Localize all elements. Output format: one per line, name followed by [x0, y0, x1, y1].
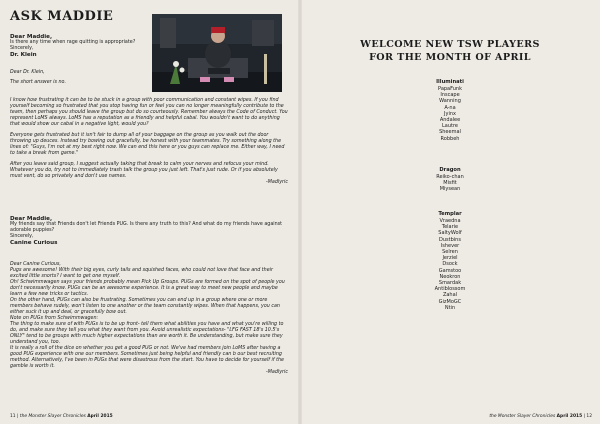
member-name: Inscape — [440, 92, 460, 99]
reply-paragraph: The thing to make sure of with PUGs is to be up front- tell them what abilities you have and what you're willing to do, and make sure they tell you what they want from you. Avoid unrealistic expectations- "LFG FAST 18's 10.5's ONLY" tend to be groups with much higher expectations than are worth it. Be understanding, but make sure they understand you, too. — [10, 322, 284, 345]
reply-1-intro — [10, 70, 152, 86]
reply-paragraph: Pugs are awesome! With their big eyes, curly tails and squished faces, who could not love that face and their excited little snorts? I want to get one myself. — [10, 268, 273, 279]
member-name: GizMoGC — [438, 298, 462, 305]
member-name: Gamstoo — [438, 267, 462, 274]
reply-paragraph: Note on PUGs from Schwimmwagen: — [10, 316, 99, 321]
letter-question: My friends say that Friends don't let Friends PUG. Is there any truth to this? And what do my friends have against adorable puppies? — [10, 222, 283, 234]
member-name: A-na — [444, 104, 456, 111]
faction-group-illuminati — [300, 78, 600, 142]
member-name: Dsock — [442, 261, 458, 268]
reply-signature: -Madlyric — [266, 370, 288, 375]
issue-date: April 2015 — [87, 414, 113, 419]
reply-short-answer: The short answer is no. — [10, 80, 67, 85]
member-name: Reiko-chan — [436, 174, 464, 180]
member-name: Jyinx — [444, 110, 456, 117]
welcome-title-line-2: FOR THE MONTH OF APRIL — [369, 52, 531, 63]
reply-2 — [10, 262, 288, 376]
faction-group-templar — [300, 210, 600, 311]
member-name: Robbeh — [440, 135, 460, 142]
member-name: Selren — [442, 249, 458, 256]
member-name: Jerziel — [442, 255, 458, 262]
member-name: Dustbins — [439, 236, 461, 243]
welcome-title-line-1: WELCOME NEW TSW PLAYERS — [360, 39, 540, 50]
member-name: Ishever — [440, 242, 460, 249]
letter-greeting: Dear Maddie, — [10, 34, 53, 40]
member-name: Smardak — [438, 280, 462, 287]
member-name: SaltyWolf — [438, 230, 462, 237]
member-name: Antiblossom — [434, 286, 466, 293]
letter-greeting: Dear Maddie, — [10, 216, 53, 222]
reply-paragraph: After you leave said group, I suggest actually taking that break to calm your nerves and refocus your mind. Whatever you do, try not to immediately trash talk the group you just left. That's just rude. Or if you absolutely must vent, do so privately and don't use names. — [10, 162, 278, 179]
reply-paragraph: Everyone gets frustrated but it isn't fair to dump all of your baggage on the group as you walk out the door throwing up deuces. Instead try bowing out gracefully, be honest with your teammates. Try something along the lines of: "Guys, I'm not at my best right now. We can end this here or you guys can replace me. Either way, I need to take a break from game." — [10, 133, 285, 156]
left-footer: 11 | the Monster Slayer Chronicles April 2015 — [10, 414, 113, 419]
right-page — [300, 0, 600, 424]
reply-paragraph: Oh! Schwimmwagen says your friends probably mean Pick Up Groups. PUGs are formed on the spot of people you don't necessarily know. PUGs can be an awesome experience. It is a great way to meet new people and maybe learn a few new tricks or tactics. — [10, 280, 285, 297]
letter-1 — [10, 34, 152, 59]
member-name: Neokron — [439, 273, 461, 280]
member-name: Sheemal — [439, 129, 461, 136]
reply-salutation: Dear Canine Curious, — [10, 262, 61, 267]
member-name: Misfit — [443, 180, 457, 187]
publication-name: the Monster Slayer Chronicles — [19, 414, 86, 419]
faction-group-dragon — [300, 166, 600, 193]
page-gutter — [298, 0, 302, 424]
letter-2 — [10, 216, 288, 247]
reply-salutation: Dear Dr. Klein, — [10, 70, 45, 75]
letter-signer: Dr. Klein — [10, 52, 37, 59]
reply-signature: -Madlyric — [266, 180, 288, 185]
reply-paragraph: On the other hand, PUGs can also be frustrating. Sometimes you can end up in a group where one or more members behave rudely, won't listen to one another or the team constantly wipes. When that happens, you can either suck it up and deal, or gracefully bow out. — [10, 298, 280, 315]
issue-date: April 2015 — [556, 414, 583, 419]
welcome-title — [300, 38, 600, 64]
column-title: ASK MADDIE — [10, 9, 114, 24]
member-name: Telarie — [441, 224, 459, 231]
publication-name: the Monster Slayer Chronicles — [489, 414, 556, 419]
reply-1-body — [10, 98, 288, 186]
member-name: Wanning — [439, 98, 461, 105]
letter-question: Is there any time when rage quitting is appropriate? — [10, 40, 136, 46]
letter-closing: Sincerely, — [10, 46, 34, 52]
reply-paragraph: It is really a roll of the dice on whether you get a good PUG or not. We've had members join LoMS after having a good PUG experience with one our members. Sometimes just being helpful and friendly can b our best recruiting method. Alternatively, I've been in PUGs that were disastrous from the start. You have to decide for yourself if the gamble is worth it. — [10, 346, 284, 369]
reply-paragraph: I know how frustrating it can be to be stuck in a group with poor communication and constant wipes. If you find yourself becoming so frustrated that you stop having fun or feel you can no longer meaningfully contribute to the team, then perhaps you should leave the group but do so courteously. Remember always the Code of Conduct. You represent LoMS always. LoMS has a reputation as a friendly and helpful cabal. You wouldn't want to do anything that would show our cabal in a negative light, would you? — [10, 98, 288, 127]
page-number: 12 — [586, 414, 592, 419]
member-name: Lautre — [441, 123, 458, 130]
member-name: Vraedna — [439, 218, 461, 224]
member-name: Andalee — [439, 117, 461, 124]
letter-closing: Sincerely, — [10, 234, 34, 240]
person-seated-photo — [152, 14, 282, 92]
member-name: PapaFunk — [438, 86, 462, 92]
faction-name: Illuminati — [436, 79, 464, 85]
right-footer: the Monster Slayer Chronicles April 2015 | 12 — [489, 414, 592, 419]
member-name: Miysean — [439, 186, 461, 193]
faction-name: Dragon — [439, 167, 461, 173]
page-number: 11 — [10, 414, 16, 419]
letter-signer: Canine Curious — [10, 240, 58, 247]
member-name: Zahal — [442, 292, 458, 299]
member-name: Ntin — [444, 304, 456, 311]
faction-name: Templar — [438, 211, 462, 217]
